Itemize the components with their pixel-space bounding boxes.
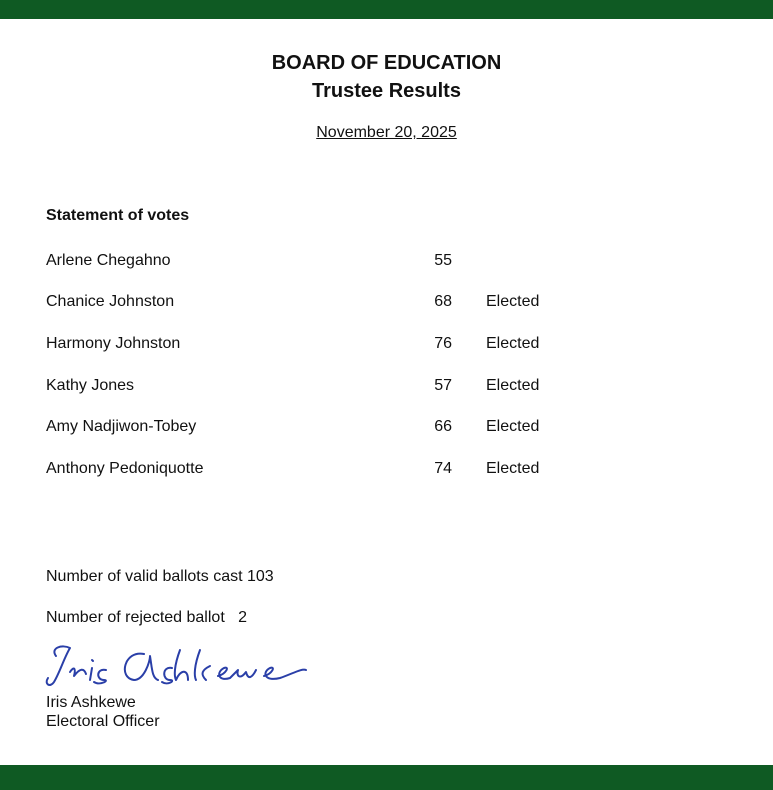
candidate-row bbox=[46, 377, 606, 399]
candidate-name: Amy Nadjiwon-Tobey bbox=[46, 418, 197, 435]
candidate-name: Chanice Johnston bbox=[46, 293, 175, 310]
valid-ballots-count: Number of valid ballots cast 103 bbox=[46, 568, 274, 585]
candidate-votes: 74 bbox=[434, 460, 452, 477]
candidate-name: Kathy Jones bbox=[46, 377, 135, 394]
candidate-name: Harmony Johnston bbox=[46, 335, 181, 352]
candidate-votes: 76 bbox=[434, 335, 452, 352]
candidate-status: Elected bbox=[486, 293, 540, 310]
candidate-row bbox=[46, 335, 606, 357]
candidate-row bbox=[46, 460, 606, 482]
candidate-votes: 66 bbox=[434, 418, 452, 435]
candidate-row bbox=[46, 252, 606, 274]
statement-heading: Statement of votes bbox=[46, 207, 190, 224]
candidate-status: Elected bbox=[486, 377, 540, 394]
candidate-status: Elected bbox=[486, 418, 540, 435]
candidate-row bbox=[46, 293, 606, 315]
candidate-votes: 57 bbox=[434, 377, 452, 394]
document-subtitle: Trustee Results bbox=[312, 80, 461, 102]
signature-image bbox=[40, 638, 310, 696]
signer-name: Iris Ashkewe bbox=[46, 694, 136, 711]
candidate-row bbox=[46, 418, 606, 440]
rejected-ballots-count: Number of rejected ballot 2 bbox=[46, 609, 247, 626]
top-accent-bar bbox=[0, 0, 773, 19]
document-date: November 20, 2025 bbox=[316, 124, 457, 141]
candidate-name: Anthony Pedoniquotte bbox=[46, 460, 204, 477]
signer-role: Electoral Officer bbox=[46, 713, 160, 730]
candidate-status: Elected bbox=[486, 335, 540, 352]
bottom-accent-bar bbox=[0, 765, 773, 790]
document-title: BOARD OF EDUCATION bbox=[271, 52, 502, 74]
candidate-votes: 55 bbox=[434, 252, 452, 269]
candidate-name: Arlene Chegahno bbox=[46, 252, 171, 269]
candidate-status: Elected bbox=[486, 460, 540, 477]
candidate-votes: 68 bbox=[434, 293, 452, 310]
